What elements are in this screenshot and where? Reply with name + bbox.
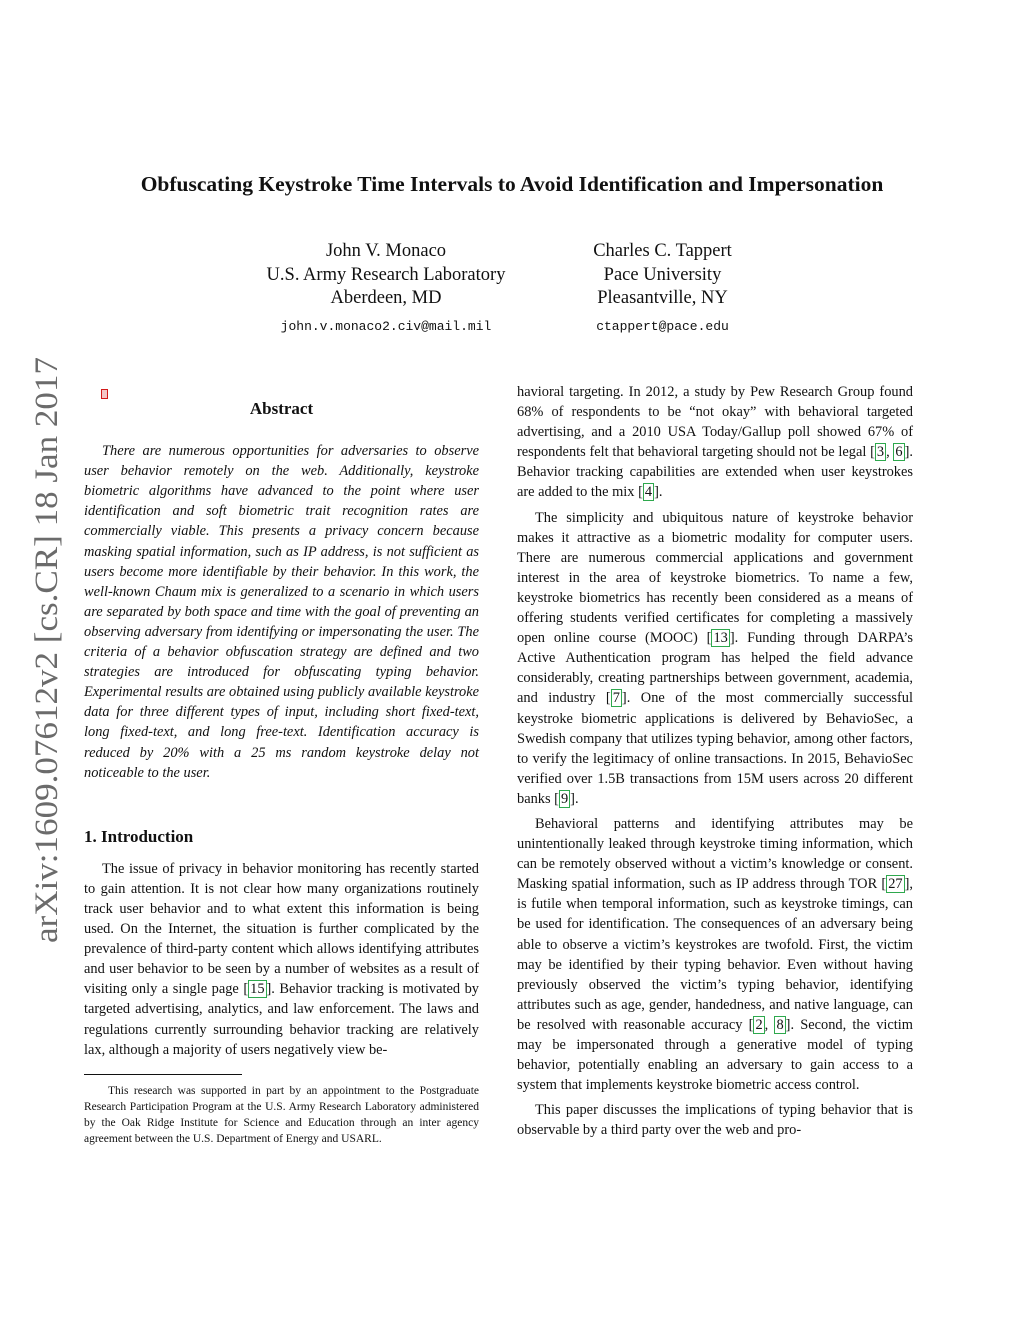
citation-link[interactable]: 3: [876, 444, 885, 461]
body-paragraph: Behavioral patterns and identifying attributes may be unintentionally leaked through keystroke timing information, which can be remotely observed without a victim’s knowledge or consent. Masking spatial information, such as IP address through TOR [ 27 ], is futile when temporal information, such as keystroke timings, can be used for identification. The consequences of an adversary being able to observe a victim’s keystrokes are twofold. First, the victim may be identified by their typing behavior. Even without having previously observed the victim’s typing behavior, identifying attributes such as age, gender, handedness, and native language, can be resolved with reasonable accuracy [ 2 , 8 ]. Second, the victim may be impersonated through a generative model of typing behavior, potentially enabling an adversary to gain access to a system that implements keystroke biometric access control.: [517, 815, 914, 1094]
author-affiliation: U.S. Army Research Laboratory: [266, 264, 506, 285]
author-name: Charles C. Tappert: [593, 241, 732, 261]
citation-link[interactable]: 27: [888, 876, 903, 893]
citation-link[interactable]: 13: [713, 630, 728, 647]
author-affiliation: Pace University: [603, 264, 722, 285]
author-block-1: [230, 240, 542, 338]
arxiv-identifier-stamp: [22, 355, 68, 945]
citation-link[interactable]: 2: [755, 1016, 763, 1033]
footnote-rule: [84, 1074, 242, 1075]
body-paragraph: The simplicity and ubiquitous nature of keystroke behavior makes it attractive as a biometric modality for computer users. There are numerous commercial applications and government interest in the area of keystroke biometrics. To name a few, keystroke biometrics has recently been considered as a means of offering students verified certificates for completing a massively open online course (MOOC) [ 13 ]. Funding through DARPA’s Active Authentication program has helped the field advance considerably, creating partnerships between government, academia, and industry [ 7 ]. One of the most commercially successful keystroke biometric applications is delivered by BehavioSec, a Swedish company that utilizes typing behavior, among other factors, to verify the legitimacy of online transactions. In 2015, BehavioSec verified over 1.5B transactions from 15M users across 20 different banks [ 9 ].: [517, 509, 914, 807]
arxiv-id-text: arXiv:1609.07612v2 [cs.CR] 18 Jan 2017: [29, 391, 65, 943]
author-email[interactable]: john.v.monaco2.civ@mail.mil: [280, 318, 492, 334]
author-email[interactable]: ctappert@pace.edu: [596, 318, 729, 334]
citation-link[interactable]: 6: [895, 444, 903, 461]
footnote: This research was supported in part by an appointment to the Postgraduate Research Participation Program at the U.S. Army Research Laboratory administered by the Oak Ridge Institute for Science and Education through an inter agency agreement between the U.S. Department of Energy and USARL.: [84, 1084, 479, 1145]
citation-link[interactable]: 8: [776, 1016, 784, 1033]
citation-link[interactable]: 15: [250, 981, 265, 998]
citation-link[interactable]: 7: [612, 690, 620, 707]
author-block-2: [540, 240, 785, 338]
author-location: Pleasantville, NY: [597, 288, 728, 308]
intro-paragraph: The issue of privacy in behavior monitoring has recently started to gain attention. It is not clear how many organizations routinely track user behavior and to what extent this information is being used. On the Internet, the situation is further complicated by the prevalence of third-party content which allows identifying attributes and user behavior to be seen by a number of websites as a result of visiting only a single page [ 15 ]. Behavior tracking is motivated by targeted advertising, analytics, and law enforcement. The laws and regulations currently surrounding behavior tracking are relatively lax, although a majority of users negatively view be-: [84, 860, 479, 1058]
paper-title: Obfuscating Keystroke Time Intervals to Avoid Identification and Impersonation: [140, 172, 884, 196]
right-column: [517, 382, 913, 1140]
body-paragraph: havioral targeting. In 2012, a study by Pew Research Group found 68% of respondents to be “not okay” with behavioral targeted advertising, and a 2010 USA Today/Gallup poll showed 67% of respondents felt that behavioral targeting should not be legal [ 3 , 6 ]. Behavior tracking capabilities are extended when user keystrokes are added to the mix [ 4 ].: [517, 384, 913, 501]
abstract-text: There are numerous opportunities for adversaries to observe user behavior remotely on the web. Additionally, keystroke biometric algorithms have advanced to the point where user identification and soft biometric trait recognition rates are commercially viable. This presents a privacy concern because masking spatial information, such as IP address, is not sufficient as users become more identifiable by their behavior. In this work, the well-known Chaum mix is generalized to a scenario in which users are separated by both space and time with the goal of preventing an observing adversary from identifying or impersonating the user. The criteria of a behavior obfuscation strategy are defined and two strategies are introduced for obfuscating typing behavior. Experimental results are obtained using publicly available keystroke data for three different types of input, including short fixed-text, long fixed-text, and long free-text. Identification accuracy is reduced by 20% with a 25 ms random keystroke delay not noticeable to the user.: [84, 443, 479, 781]
author-location: Aberdeen, MD: [330, 288, 442, 308]
author-name: John V. Monaco: [325, 241, 447, 261]
abstract-heading: Abstract: [249, 399, 314, 418]
citation-link[interactable]: 4: [644, 484, 653, 501]
body-paragraph: This paper discusses the implications of typing behavior that is observable by a third party over the web and pro-: [517, 1102, 913, 1139]
introduction-heading: 1. Introduction: [84, 826, 194, 846]
left-column: [84, 380, 479, 1147]
citation-link[interactable]: 9: [560, 790, 569, 807]
